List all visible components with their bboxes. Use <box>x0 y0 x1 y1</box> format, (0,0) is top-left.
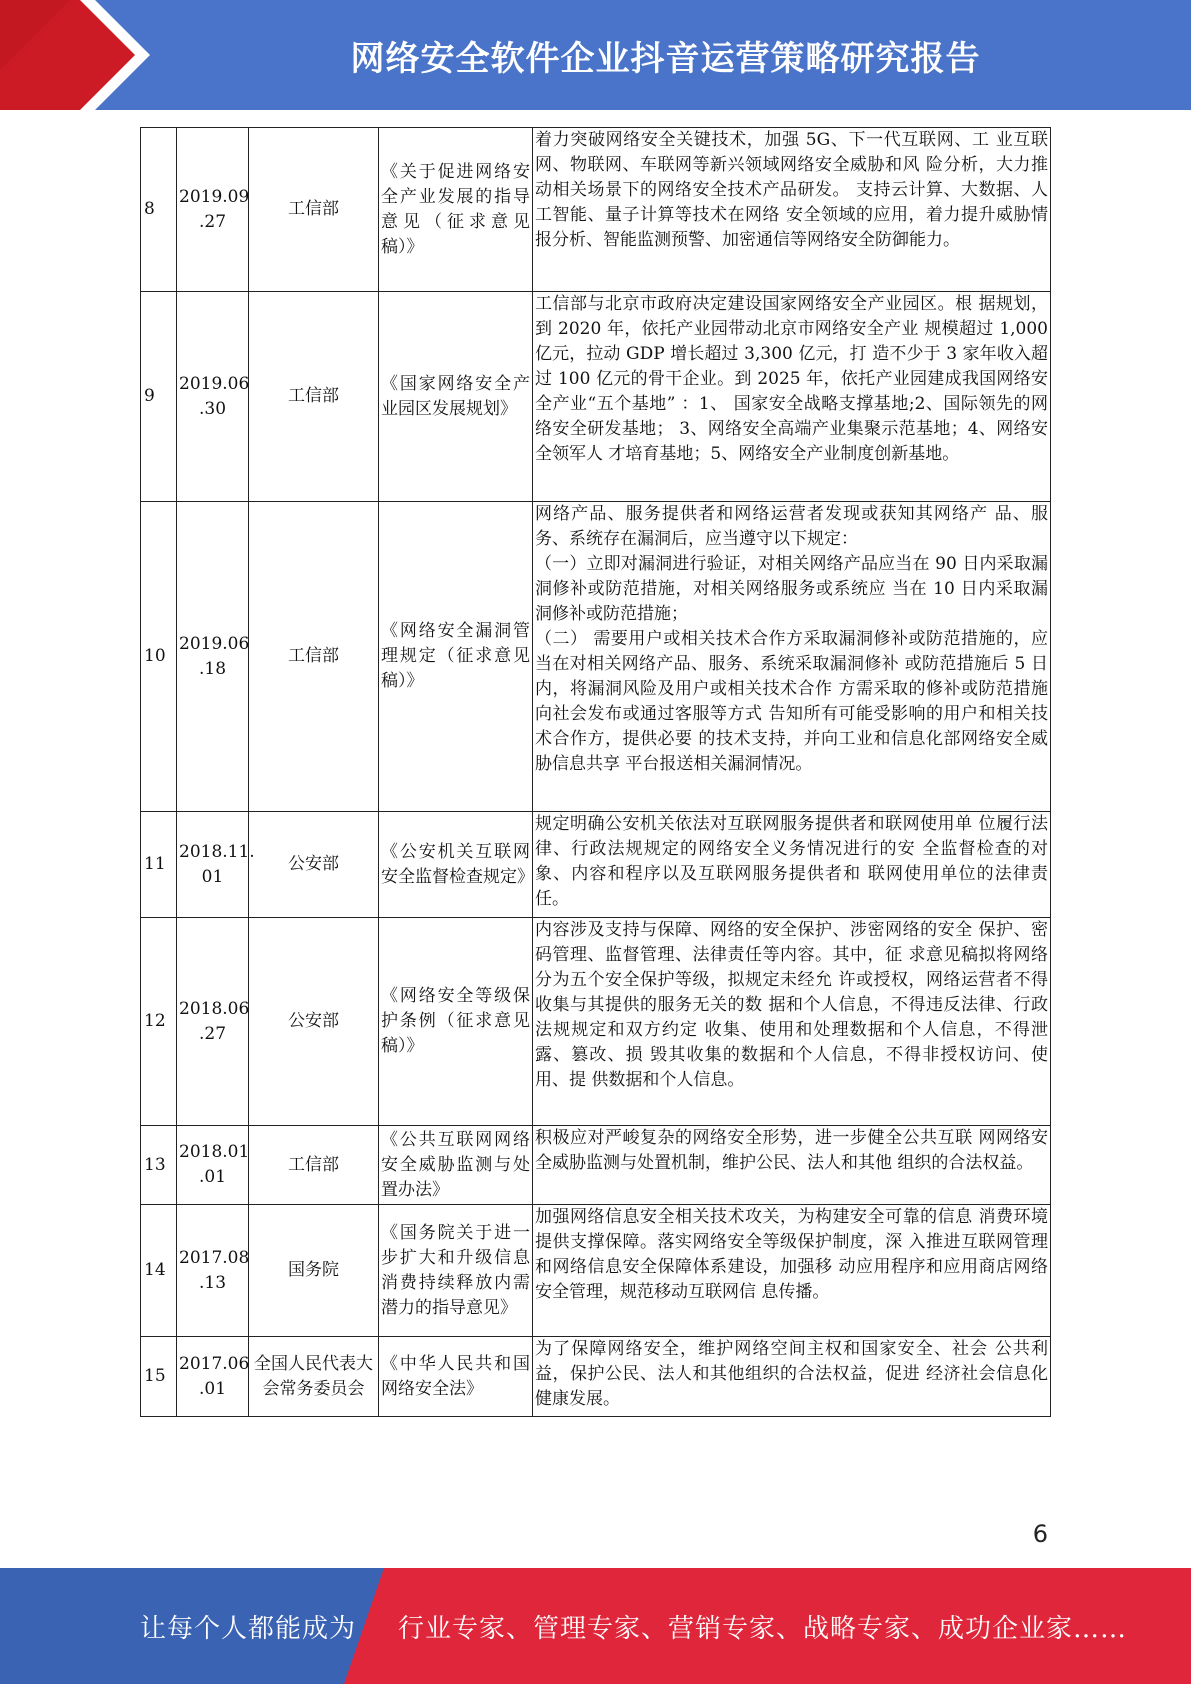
row-number: 11 <box>141 812 177 918</box>
row-date: 2019.06 .30 <box>177 292 249 502</box>
row-content-text: 加强网络信息安全相关技术攻关，为构建安全可靠的信息 消费环境提供支撑保障。落实网络安全等级保护制度，深 入推进互联网管理和网络信息安全保障体系建设，加强移 动应用程序和应用商店网络安全管理，规范移动互联网信 息传播。 <box>535 1207 1048 1302</box>
row-policy-name: 《公共互联网网络安全威胁监测与处置办法》 <box>379 1126 533 1205</box>
footer-slogan-lead: 让每个人都能成为 <box>140 1613 357 1644</box>
row-number: 9 <box>141 292 177 502</box>
row-content-text: 工信部与北京市政府决定建设国家网络安全产业园区。根 据规划，到 2020 年，依托产业园带动北京市网络安全产业 规模超过 1,000 亿元，拉动 GDP 增长超过 3,300 亿元，打 造不少于 3 家年收入超过 100 亿元的骨干企业。到 2025 年，依托产业园建成我国网络安全产业“五个基地” ：1、 国家安全战略支撑基地;2、国际领先的网络安全研发基地； 3、网络安全高端产业集聚示范基地；4、网络安全领军人 才培育基地；5、网络安全产业制度创新基地。 <box>535 294 1048 464</box>
row-content <box>533 1205 1051 1337</box>
row-policy-name: 《公安机关互联网安全监督检查规定》 <box>379 812 533 918</box>
row-content <box>533 918 1051 1126</box>
row-department: 公安部 <box>249 918 379 1126</box>
table-row <box>141 128 1051 292</box>
row-date: 2019.06 .18 <box>177 502 249 812</box>
row-content-text: 内容涉及支持与保障、网络的安全保护、涉密网络的安全 保护、密码管理、监督管理、法律责任等内容。其中，征 求意见稿拟将网络分为五个安全保护等级，拟规定未经允 许或授权，网络运营者不得收集与其提供的服务无关的数 据和个人信息，不得违反法律、行政法规规定和双方约定 收集、使用和处理数据和个人信息，不得泄露、篡改、损 毁其收集的数据和个人信息，不得非授权访问、使用、提 供数据和个人信息。 <box>535 920 1048 1090</box>
row-content-text: 着力突破网络安全关键技术，加强 5G、下一代互联网、工 业互联网、物联网、车联网等新兴领域网络安全威胁和风 险分析，大力推动相关场景下的网络安全技术产品研发。 支持云计算、大数据、人工智能、量子计算等技术在网络 安全领域的应用，着力提升威胁情报分析、智能监测预警、加密通信等网络安全防御能力。 <box>535 130 1048 250</box>
row-number: 12 <box>141 918 177 1126</box>
row-department: 工信部 <box>249 1126 379 1205</box>
page-header <box>0 0 1191 110</box>
row-content <box>533 292 1051 502</box>
red-chevron-decoration <box>0 0 160 110</box>
row-content-text: 网络产品、服务提供者和网络运营者发现或获知其网络产 品、服务、系统存在漏洞后，应当遵守以下规定： （一）立即对漏洞进行验证，对相关网络产品应当在 90 日内采取漏洞修补或防范措施，对相关网络服务或系统应 当在 10 日内采取漏洞修补或防范措施； （二） 需要用户或相关技术合作方采取漏洞修补或防范措施的，应当在对相关网络产品、服务、系统采取漏洞修补 或防范措施后 5 日内，将漏洞风险及用户或相关技术合作 方需采取的修补或防范措施向社会发布或通过客服等方式 告知所有可能受影响的用户和相关技术合作方，提供必要 的技术支持，并向工业和信息化部网络安全威胁信息共享 平台报送相关漏洞情况。 <box>535 504 1048 774</box>
row-department: 工信部 <box>249 502 379 812</box>
row-content <box>533 128 1051 292</box>
row-department: 公安部 <box>249 812 379 918</box>
row-policy-name: 《关于促进网络安全产业发展的指导意见（征求意见稿）》 <box>379 128 533 292</box>
document-title: 网络安全软件企业抖音运营策略研究报告 <box>350 38 981 79</box>
row-content-text: 积极应对严峻复杂的网络安全形势，进一步健全公共互联 网网络安全威胁监测与处置机制，维护公民、法人和其他 组织的合法权益。 <box>535 1128 1048 1173</box>
row-content-text: 为了保障网络安全，维护网络空间主权和国家安全、社会 公共利益，保护公民、法人和其他组织的合法权益，促进 经济社会信息化健康发展。 <box>535 1339 1048 1409</box>
row-date: 2019.09 .27 <box>177 128 249 292</box>
row-policy-name: 《网络安全漏洞管理规定（征求意见稿）》 <box>379 502 533 812</box>
row-policy-name: 《国家网络安全产业园区发展规划》 <box>379 292 533 502</box>
table-row <box>141 502 1051 812</box>
row-date: 2017.06 .01 <box>177 1337 249 1417</box>
policy-table <box>140 127 1051 1417</box>
table-row <box>141 812 1051 918</box>
table-row <box>141 292 1051 502</box>
row-date: 2018.11. 01 <box>177 812 249 918</box>
row-policy-name: 《网络安全等级保护条例（征求意见稿）》 <box>379 918 533 1126</box>
page-number: 6 <box>1032 1520 1048 1548</box>
row-number: 13 <box>141 1126 177 1205</box>
table-row <box>141 1205 1051 1337</box>
table-row <box>141 1126 1051 1205</box>
row-date: 2018.06 .27 <box>177 918 249 1126</box>
row-content-text: 规定明确公安机关依法对互联网服务提供者和联网使用单 位履行法律、行政法规规定的网络安全义务情况进行的安 全监督检查的对象、内容和程序以及互联网服务提供者和 联网使用单位的法律责任。 <box>535 814 1048 909</box>
row-date: 2018.01 .01 <box>177 1126 249 1205</box>
row-date: 2017.08 .13 <box>177 1205 249 1337</box>
row-content <box>533 1337 1051 1417</box>
row-department: 工信部 <box>249 292 379 502</box>
row-department: 工信部 <box>249 128 379 292</box>
row-number: 14 <box>141 1205 177 1337</box>
row-policy-name: 《中华人民共和国网络安全法》 <box>379 1337 533 1417</box>
row-policy-name: 《国务院关于进一步扩大和升级信息消费持续释放内需潜力的指导意见》 <box>379 1205 533 1337</box>
row-number: 8 <box>141 128 177 292</box>
table-row <box>141 1337 1051 1417</box>
row-content <box>533 1126 1051 1205</box>
page-footer <box>0 1568 1191 1684</box>
row-number: 10 <box>141 502 177 812</box>
table-row <box>141 918 1051 1126</box>
row-number: 15 <box>141 1337 177 1417</box>
footer-slogan-tail: 行业专家、管理专家、营销专家、战略专家、成功企业家…… <box>398 1613 1128 1644</box>
row-content <box>533 502 1051 812</box>
row-department: 全国人民代表大会常务委员会 <box>249 1337 379 1417</box>
row-department: 国务院 <box>249 1205 379 1337</box>
row-content <box>533 812 1051 918</box>
